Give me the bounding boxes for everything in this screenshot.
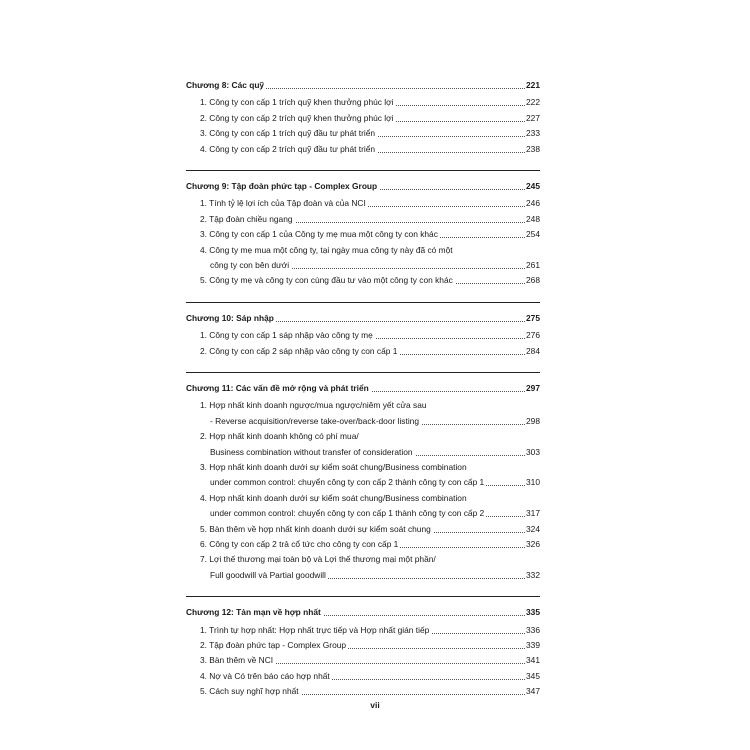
toc-item-label: 1. Tính tỷ lệ lợi ích của Tập đoàn và của NCI [200, 195, 368, 211]
toc-item-continuation [0, 505, 750, 521]
toc-item [0, 551, 750, 567]
chapter-heading-label: Chương 10: Sáp nhập [186, 310, 276, 326]
toc-item [0, 668, 750, 684]
toc-item-continuation-label: Full goodwill và Partial goodwill [210, 567, 328, 583]
toc-item-continuation-page: 332 [525, 567, 540, 583]
toc-item-page: 248 [525, 211, 540, 227]
section-divider [186, 170, 540, 171]
chapter-heading [0, 178, 750, 194]
toc-item-continuation-label: công ty con bên dưới [210, 257, 291, 273]
toc-item-label: 5. Công ty mẹ và công ty con cùng đầu tư vào một công ty con khác [200, 272, 455, 288]
toc-item-label: 4. Công ty mẹ mua một công ty, tại ngày mua công ty này đã có một [200, 242, 455, 258]
toc-item-label: 2. Hợp nhất kinh doanh không có phí mua/ [200, 428, 361, 444]
toc-item [0, 125, 750, 141]
toc-item-label: 1. Công ty con cấp 1 trích quỹ khen thưởng phúc lợi [200, 94, 396, 110]
toc-item-page: 268 [525, 272, 540, 288]
toc-item-label: 4. Công ty con cấp 2 trích quỹ đầu tư phát triển [200, 141, 377, 157]
toc-item [0, 652, 750, 668]
toc-item [0, 242, 750, 258]
toc-item [0, 343, 750, 359]
toc-item [0, 195, 750, 211]
toc-item-page: 326 [525, 536, 540, 552]
toc-item-label: 2. Công ty con cấp 2 trích quỹ khen thưởng phúc lợi [200, 110, 396, 126]
toc-item-page: 254 [525, 226, 540, 242]
toc-item-continuation-page: 310 [525, 474, 540, 490]
toc-item-page: 233 [525, 125, 540, 141]
toc-item [0, 683, 750, 699]
toc-item [0, 211, 750, 227]
toc-item [0, 536, 750, 552]
toc-item-label: 4. Hợp nhất kinh doanh dưới sự kiểm soát chung/Business combination [200, 490, 469, 506]
toc-item-page: 276 [525, 327, 540, 343]
toc-item-continuation [0, 413, 750, 429]
chapter-heading-page: 275 [525, 310, 540, 326]
toc-item-continuation [0, 444, 750, 460]
toc-item-page: 341 [525, 652, 540, 668]
chapter-heading-label: Chương 8: Các quỹ [186, 77, 266, 93]
section-divider [186, 372, 540, 373]
chapter-heading-label: Chương 9: Tập đoàn phức tạp - Complex Group [186, 178, 379, 194]
toc-item-page: 284 [525, 343, 540, 359]
toc-item-label: 3. Bàn thêm về NCI [200, 652, 275, 668]
toc-item-continuation-label: Business combination without transfer of consideration [210, 444, 415, 460]
toc-item-label: 5. Cách suy nghĩ hợp nhất [200, 683, 301, 699]
chapter-heading-label: Chương 12: Tản mạn về hợp nhất [186, 604, 323, 620]
toc-item [0, 459, 750, 475]
chapter-heading-page: 221 [525, 77, 540, 93]
page-number: vii [370, 700, 380, 710]
toc-item [0, 637, 750, 653]
toc-item [0, 521, 750, 537]
toc-item-label: 4. Nợ và Có trên báo cáo hợp nhất [200, 668, 332, 684]
toc-item [0, 110, 750, 126]
toc-item-continuation-page: 317 [525, 505, 540, 521]
toc-item-continuation-label: under common control: chuyển công ty con cấp 1 thành công ty con cấp 2 [210, 505, 486, 521]
toc-item-page: 227 [525, 110, 540, 126]
toc-item-page: 339 [525, 637, 540, 653]
toc-item [0, 428, 750, 444]
toc-item [0, 490, 750, 506]
toc-item-label: 1. Trình tự hợp nhất: Hợp nhất trực tiếp và Hợp nhất gián tiếp [200, 622, 431, 638]
toc-item-continuation [0, 257, 750, 273]
chapter-heading [0, 310, 750, 326]
toc-item-label: 7. Lợi thế thương mại toàn bộ và Lợi thế thương mại một phần/ [200, 551, 438, 567]
toc-item-continuation [0, 474, 750, 490]
toc-item [0, 94, 750, 110]
chapter-heading-page: 245 [525, 178, 540, 194]
toc-item-page: 238 [525, 141, 540, 157]
toc-item [0, 327, 750, 343]
chapter-heading-label: Chương 11: Các vấn đề mở rộng và phát triển [186, 380, 371, 396]
toc-item-label: 2. Tập đoàn chiều ngang [200, 211, 295, 227]
chapter-heading-page: 335 [525, 604, 540, 620]
toc-item-label: 2. Tập đoàn phức tạp - Complex Group [200, 637, 348, 653]
toc-item [0, 272, 750, 288]
toc-item-page: 345 [525, 668, 540, 684]
toc-item-label: 3. Hợp nhất kinh doanh dưới sự kiểm soát chung/Business combination [200, 459, 469, 475]
toc-item [0, 622, 750, 638]
toc-item-label: 1. Hợp nhất kinh doanh ngược/mua ngược/niêm yết cửa sau [200, 397, 429, 413]
toc-item-continuation-label: under common control: chuyển công ty con cấp 2 thành công ty con cấp 1 [210, 474, 486, 490]
section-divider [186, 596, 540, 597]
toc-item [0, 226, 750, 242]
chapter-heading-page: 297 [525, 380, 540, 396]
toc-item-continuation-label: - Reverse acquisition/reverse take-over/back-door listing [210, 413, 421, 429]
toc-item-page: 336 [525, 622, 540, 638]
toc-item-continuation-page: 303 [525, 444, 540, 460]
toc-item-continuation-page: 298 [525, 413, 540, 429]
toc-item-continuation-page: 261 [525, 257, 540, 273]
chapter-heading [0, 604, 750, 620]
toc-item-page: 246 [525, 195, 540, 211]
chapter-heading [0, 77, 750, 93]
toc-item-label: 6. Công ty con cấp 2 trả cổ tức cho công ty con cấp 1 [200, 536, 400, 552]
toc-item [0, 397, 750, 413]
toc-item-label: 2. Công ty con cấp 2 sáp nhập vào công ty con cấp 1 [200, 343, 399, 359]
toc-item-continuation [0, 567, 750, 583]
toc-item [0, 141, 750, 157]
section-divider [186, 302, 540, 303]
toc-item-label: 3. Công ty con cấp 1 trích quỹ đầu tư phát triển [200, 125, 377, 141]
toc-item-page: 324 [525, 521, 540, 537]
chapter-heading [0, 380, 750, 396]
toc-item-label: 5. Bàn thêm về hợp nhất kinh doanh dưới sự kiểm soát chung [200, 521, 433, 537]
toc-item-page: 347 [525, 683, 540, 699]
toc-item-label: 3. Công ty con cấp 1 của Công ty mẹ mua một công ty con khác [200, 226, 440, 242]
toc-item-page: 222 [525, 94, 540, 110]
toc-item-label: 1. Công ty con cấp 1 sáp nhập vào công ty mẹ [200, 327, 375, 343]
